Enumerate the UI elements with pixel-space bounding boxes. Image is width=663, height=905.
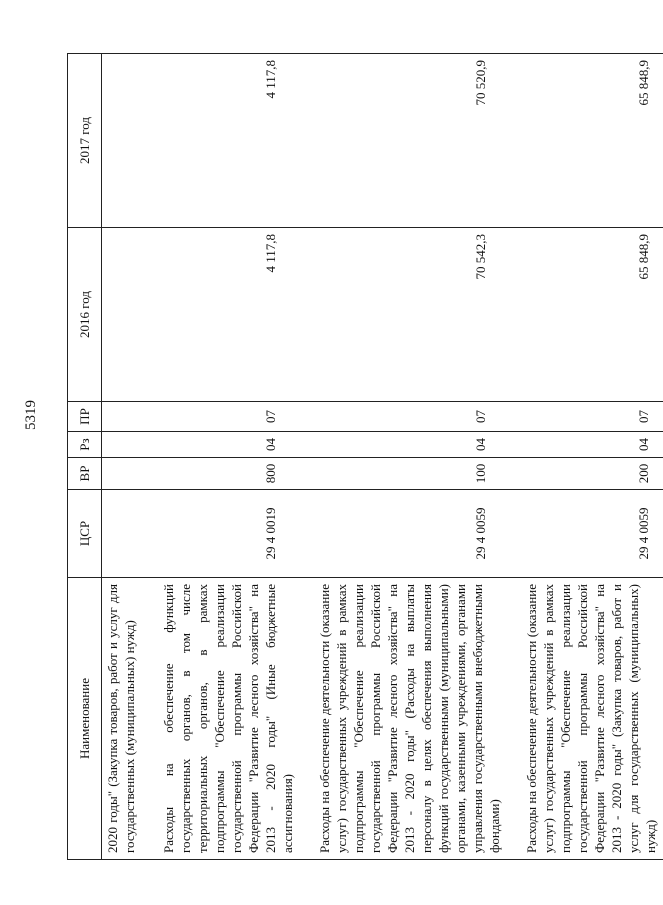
row-pr: 07: [300, 402, 507, 432]
row-vr: 100: [300, 458, 507, 490]
header-pr: ПР: [68, 402, 102, 432]
header-vr: ВР: [68, 458, 102, 490]
row-name: Расходы на обеспечение функций государственных органов, в том числе территориальных органов, в рамках подпрограммы "Обеспечение реализации государственной программы Российской Федерации "Развитие лесного хозяйства" на 2013 - 2020 годы" (Иные бюджетные ассигнования): [142, 578, 300, 860]
row-vr: 200: [507, 458, 663, 490]
row-2016: [102, 228, 143, 402]
header-2017: 2017 год: [68, 54, 102, 228]
row-2017: 4 117,8: [142, 54, 300, 228]
header-csr: ЦСР: [68, 490, 102, 578]
table-header-row: [68, 54, 102, 860]
header-2016: 2016 год: [68, 228, 102, 402]
row-csr: 29 4 0019: [142, 490, 300, 578]
row-name: Расходы на обеспечение деятельности (оказание услуг) государственных учреждений в рамках подпрограммы "Обеспечение реализации государственной программы Российской Федерации "Развитие лесного хозяйства" на 2013 - 2020 годы" (Расходы на выплаты персоналу в целях обеспечения выполнения функций государственными (муниципальными) органами, казенными учреждениями, органами управления государственными внебюджетными фондами): [300, 578, 507, 860]
budget-table: [67, 53, 663, 860]
header-rz: Рз: [68, 432, 102, 458]
row-csr: 29 4 0059: [507, 490, 663, 578]
row-pr: 07: [142, 402, 300, 432]
page-number: 5319: [23, 400, 39, 430]
row-2016: 4 117,8: [142, 228, 300, 402]
row-csr: [102, 490, 143, 578]
row-2016: 70 542,3: [300, 228, 507, 402]
row-name: 2020 годы" (Закупка товаров, работ и услуг для государственных (муниципальных) нужд): [102, 578, 143, 860]
row-2017: 65 848,9: [507, 54, 663, 228]
row-name: Расходы на обеспечение деятельности (оказание услуг) государственных учреждений в рамках подпрограммы "Обеспечение реализации государственной программы Российской Федерации "Развитие лесного хозяйства" на 2013 - 2020 годы" (Закупка товаров, работ и услуг для государственных (муниципальных) нужд): [507, 578, 663, 860]
table-row: [300, 54, 507, 860]
table-row: [142, 54, 300, 860]
row-rz: [102, 432, 143, 458]
rotated-content: [15, 25, 658, 865]
row-pr: 07: [507, 402, 663, 432]
header-name: Наименование: [68, 578, 102, 860]
row-2016: 65 848,9: [507, 228, 663, 402]
row-rz: 04: [142, 432, 300, 458]
table-row: [102, 54, 143, 860]
row-rz: 04: [300, 432, 507, 458]
row-2017: [102, 54, 143, 228]
row-pr: [102, 402, 143, 432]
row-2017: 70 520,9: [300, 54, 507, 228]
row-csr: 29 4 0059: [300, 490, 507, 578]
table-row: [507, 54, 663, 860]
row-rz: 04: [507, 432, 663, 458]
row-vr: 800: [142, 458, 300, 490]
row-vr: [102, 458, 143, 490]
